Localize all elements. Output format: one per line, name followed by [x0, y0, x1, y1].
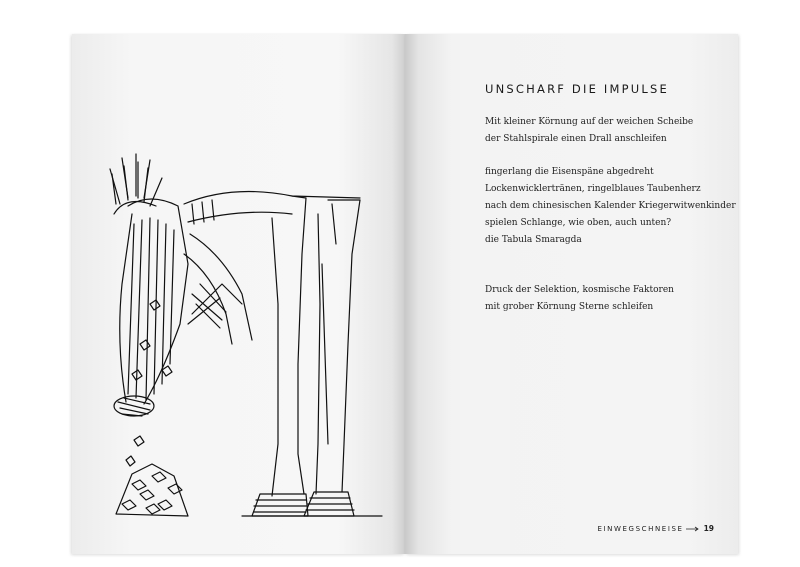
illustration-figure	[92, 144, 392, 544]
poem-line: fingerlang die Eisenspäne abgedreht	[485, 167, 654, 177]
page-footer	[597, 524, 714, 533]
poem-line: Lockenwicklertränen, ringelblaues Taubenherz	[485, 184, 701, 194]
poem-line: Mit kleiner Körnung auf der weichen Scheibe	[485, 117, 694, 127]
poem-stanza-3	[485, 282, 674, 316]
poem-line: Druck der Selektion, kosmische Faktoren	[485, 285, 674, 295]
poem-line: spielen Schlange, wie oben, auch unten?	[485, 218, 672, 228]
poem-stanza-2	[485, 164, 736, 249]
page-number: 19	[703, 524, 714, 533]
poem-title: UNSCHARF DIE IMPULSE	[485, 82, 669, 96]
poem-line: mit grober Körnung Sterne schleifen	[485, 302, 654, 312]
poem-stanza-1	[485, 114, 693, 148]
poem-line: die Tabula Smaragda	[485, 235, 582, 245]
left-page	[72, 34, 405, 554]
poem-line: der Stahlspirale einen Drall anschleifen	[485, 134, 667, 144]
poem-line: nach dem chinesischen Kalender Kriegerwitwenkinder	[485, 201, 736, 211]
arrow-right-icon	[686, 526, 700, 532]
running-head: EINWEGSCHNEISE	[597, 524, 684, 533]
right-page	[405, 34, 738, 554]
open-book	[72, 34, 738, 554]
